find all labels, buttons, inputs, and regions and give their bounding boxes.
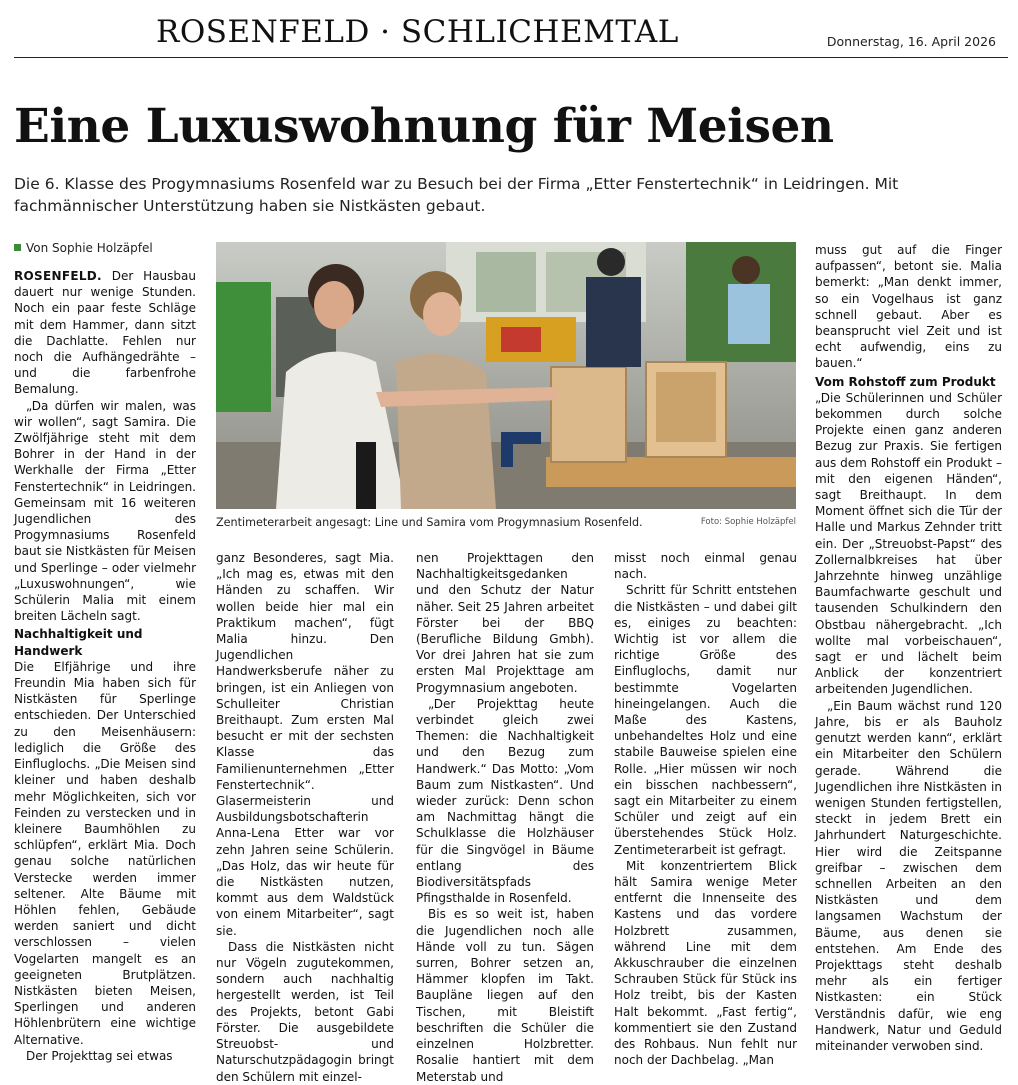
subheading: Nachhaltigkeit und Handwerk [14, 627, 143, 658]
byline [14, 241, 153, 255]
paragraph: Mit konzentriertem Blick hält Samira wenige Meter entfernt die Innenseite des Kastens und das vordere Holzbrett zusammen, während Line mit dem Akkuschrauber die einzelnen Schrauben Stück für Stück ins Holz treibt, bis der Kasten Halt bekommt. „Fast fertig“, kommentiert sie den Zustand des Rohbaus. Nun fehlt nur noch der Dachbelag. „Man [614, 858, 797, 1068]
issue-date: Donnerstag, 16. April 2026 [826, 34, 996, 49]
article-column-3 [416, 550, 594, 1085]
paragraph: misst noch einmal genau nach. [614, 551, 797, 582]
section-title: ROSENFELD · SCHLICHEMTAL [156, 14, 679, 50]
masthead [14, 10, 1008, 58]
paragraph: Die Elfjährige und ihre Freundin Mia haben sich für Nistkästen für Sperlinge entschieden. Der Unterschied zu den Meisenhäusern: lediglich die Größe des Einfluglochs. „Die Meisen sind kleiner und haben deshalb mehr Möglichkeiten, sich vor Feinden zu verstecken und in kleinere Baumhöhlen zu schlüpfen“, erklärt Mia. Doch genau solche natürlichen Verstecke werden immer seltener. Alte Bäume mit Höhlen fehlen, Gebäude werden saniert und dicht verschlossen – vielen Vogelarten mangelt es an geeigneten Brutplätzen. Nistkästen bieten Meisen, Sperlingen und anderen Höhlenbrütern eine wichtige Alternative. [14, 659, 196, 1047]
article-photo [216, 242, 796, 509]
workshop-photo-illustration [216, 242, 796, 509]
paragraph: nen Projekttagen den Nachhaltigkeitsgedanken und den Schutz der Natur näher. Seit 25 Jahren arbeitet Förster bei der BBQ (Berufliche Bildung Gmbh). Vor drei Jahren hat sie zum ersten Mal Projekttage am Progymnasium angeboten. [416, 551, 594, 695]
article-column-5 [815, 242, 1002, 1054]
article-headline: Eine Luxuswohnung für Meisen [14, 99, 834, 154]
paragraph: „Da dürfen wir malen, was wir wollen“, sagt Samira. Die Zwölfjährige steht mit dem Bohrer in der Hand in der Werkhalle der Firma „Etter Fenstertechnik“ in Leidringen. Gemeinsam mit 16 weiteren Jugendlichen des Progymnasiums Rosenfeld baut sie Nistkästen für Meisen und Sperlinge – oder vielmehr „Luxuswohnungen“, wie Schülerin Malia mit einem breiten Lächeln sagt. [14, 398, 196, 624]
paragraph: „Ein Baum wächst rund 120 Jahre, bis er als Bauholz genutzt werden kann“, erklärt ein Mitarbeiter den Schülern gerade. Während die Jugendlichen ihre Nistkästen in wenigen Stunden fertigstellen, steckt in jedem Brett ein Jahrhundert Naturgeschichte. Hier wird die Zeitspanne greifbar – zwischen dem schnellen Arbeiten an den Nistkästen und dem langsamen Wachstum der Bäume, aus denen sie entstehen. Am Ende des Projekttags steht deshalb mehr als ein fertiger Nistkasten: ein Stück Verständnis dafür, wie eng Handwerk, Natur und Geduld miteinander verwoben sind. [815, 698, 1002, 1053]
article-column-2 [216, 550, 394, 1085]
photo-caption-row [216, 516, 796, 532]
paragraph-text: Der Hausbau dauert nur wenige Stunden. Noch ein paar feste Schläge mit dem Hammer, dann sitzt die Dachlatte. Fehlen nur noch die Aufhängedrähte – und die farbenfrohe Bemalung. [14, 269, 196, 397]
paragraph [14, 268, 196, 398]
article-lead: Die 6. Klasse des Progymnasiums Rosenfeld war zu Besuch bei der Firma „Etter Fenstertechnik“ in Leidringen. Mit fachmännischer Unterstützung haben sie Nistkästen gebaut. [14, 175, 899, 215]
dateline: ROSENFELD. [14, 269, 102, 283]
paragraph: Dass die Nistkästen nicht nur Vögeln zugutekommen, sondern auch nachhaltig hergestellt werden, ist Teil des Projekts, betont Gabi Förster. Die ausgebildete Streuobst- und Naturschutzpädagogin bringt den Schülern mit einzel- [216, 939, 394, 1084]
paragraph: Schritt für Schritt entstehen die Nistkästen – und dabei gilt es, einiges zu beachten: Wichtig ist vor allem die richtige Größe des Einfluglochs, damit nur bestimmte Vogelarten hineingelangen. Auch die Maße des Kastens, unbehandeltes Holz und eine stabile Bauweise spielen eine Rolle. „Hier müssen wir noch ein bisschen nachbessern“, sagt ein Mitarbeiter zu einem Schüler und zeigt auf ein überstehendes Stück Holz. Zentimeterarbeit ist gefragt. [614, 583, 797, 857]
paragraph: Bis es so weit ist, haben die Jugendlichen noch alle Hände voll zu tun. Sägen surren, Bohrer setzen an, Hämmer klopfen im Takt. Baupläne liegen auf den Tischen, mit Bleistift beschriften die Schüler die einzelnen Holzbretter. Rosalie hantiert mit dem Meterstab und [416, 907, 594, 1084]
byline-author: Von Sophie Holzäpfel [26, 241, 153, 255]
paragraph: Der Projekttag sei etwas [26, 1048, 173, 1063]
photo-caption: Zentimeterarbeit angesagt: Line und Samira vom Progymnasium Rosenfeld. [216, 516, 643, 529]
paragraph: muss gut auf die Finger aufpassen“, betont sie. Malia bemerkt: „Man denkt immer, so ein Vogelhaus ist ganz schnell gebaut. Aber es beansprucht viel Zeit und ist echt aufwendig, eins zu bauen.“ [815, 243, 1002, 371]
paragraph: „Die Schülerinnen und Schüler bekommen durch solche Projekte einen ganz anderen Bezug zur Praxis. Sie fertigen aus dem Rohstoff ein Produkt – mit den eigenen Händen“, sagt Breithaupt. In dem Moment öffnet sich die Tür der Halle und Markus Zehnder tritt ein. Der „Streuobst-Papst“ des Zollernalbkreises hat über Jahrzehnte hinweg unzählige Baumfachwarte geschult und tausenden Schulkindern den Obstbau nähergebracht. „Ich wollte mal vorbeischauen“, sagt er und lächelt beim Anblick der konzentriert arbeitenden Jugendlichen. [815, 390, 1002, 697]
byline-square-icon [14, 244, 21, 251]
photo-credit: Foto: Sophie Holzäpfel [700, 517, 796, 527]
article-column-1 [14, 268, 196, 1064]
paragraph: „Der Projekttag heute verbindet gleich zwei Themen: die Nachhaltigkeit und den Bezug zum Handwerk.“ Das Motto: „Vom Baum zum Nistkasten“. Und wieder zurück: Denn schon am Nachmittag hängt die Schulklasse die Holzhäuser für die Singvögel in Bäume entlang des Biodiversitätspfads Pfingsthalde in Rosenfeld. [416, 696, 594, 906]
article-column-4 [614, 550, 797, 1069]
subheading: Vom Rohstoff zum Produkt [815, 374, 996, 389]
paragraph: ganz Besonderes, sagt Mia. „Ich mag es, etwas mit den Händen zu schaffen. Wir wollen beide hier mal ein Praktikum machen“, fügt Malia hinzu. Den Jugendlichen Handwerksberufe näher zu bringen, ist ein Anliegen von Schulleiter Christian Breithaupt. Zum ersten Mal besucht er mit der sechsten Klasse das Familienunternehmen „Etter Fenstertechnik“. Glasermeisterin und Ausbildungsbotschafterin Anna-Lena Etter war vor zehn Jahren seine Schülerin. „Das Holz, das wir heute für die Nistkästen nutzen, kommt aus dem Waldstück von einem Mitarbeiter“, sagt sie. [216, 551, 394, 938]
